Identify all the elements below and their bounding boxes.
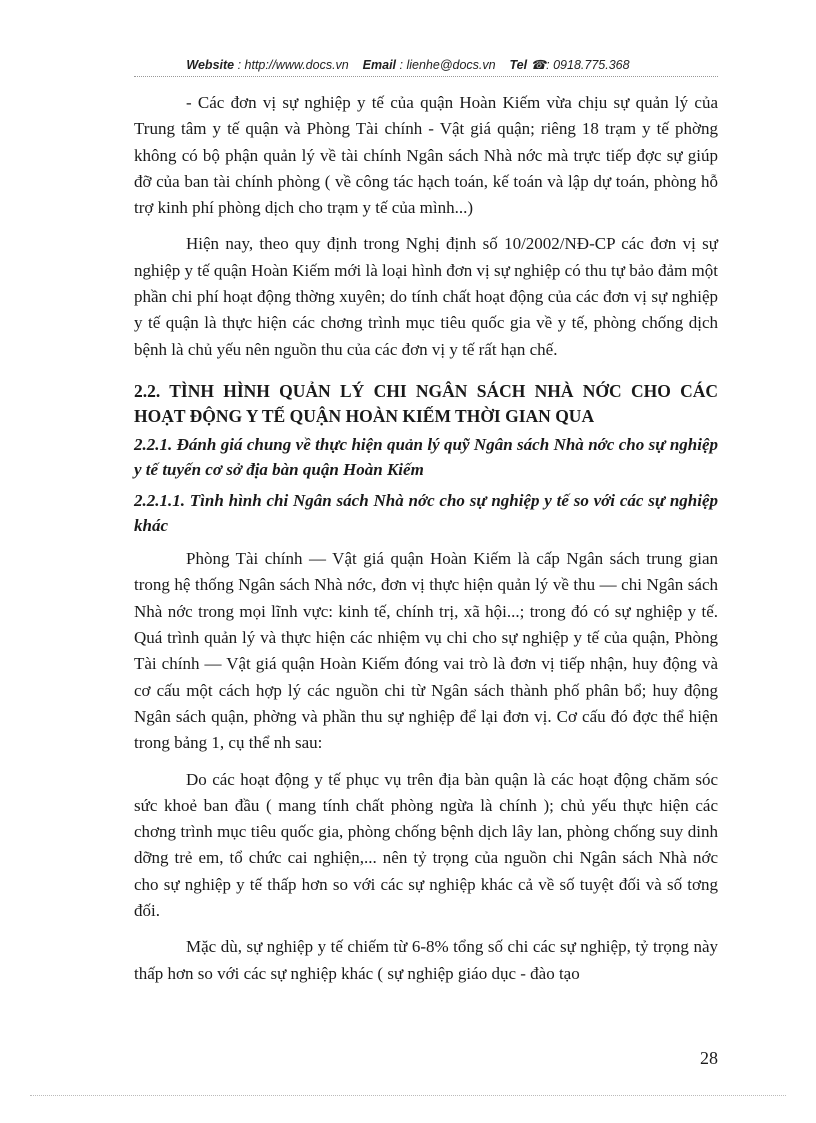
website-label: Website	[186, 58, 235, 72]
paragraph-2: Hiện nay, theo quy định trong Nghị định số 10/2002/NĐ-CP các đơn vị sự nghiệp y tế quận Hoàn Kiếm mới là loại hình đơn vị sự nghiệp có thu tự bảo đảm một phần chi phí hoạt động thờng xuyên; do tính chất hoạt động của các đơn vị sự nghiệp y tế quận là thực hiện các chơng trình mục tiêu quốc gia về y tế, phòng chống dịch bệnh là chủ yếu nên nguồn thu của các đơn vị y tế rất hạn chế.	[134, 234, 718, 359]
section-heading-2-2: 2.2. TÌNH HÌNH QUẢN LÝ CHI NGÂN SÁCH NHÀ NỚC CHO CÁC HOẠT ĐỘNG Y TẾ QUẬN HOÀN KIẾM THỜI GIAN QUA	[134, 380, 718, 426]
header-divider	[134, 76, 718, 77]
subsubsection-heading-2-2-1-1: 2.2.1.1. Tình hình chi Ngân sách Nhà nớc cho sự nghiệp y tế so với các sự nghiệp khác	[134, 491, 718, 536]
email-address: : lienhe@docs.vn	[399, 58, 496, 72]
tel-number: ☎: 0918.775.368	[530, 58, 630, 72]
paragraph-1: - Các đơn vị sự nghiệp y tế của quận Hoàn Kiếm vừa chịu sự quản lý của Trung tâm y tế quận và Phòng Tài chính - Vật giá quận; riêng 18 trạm y tế phờng không có bộ phận quản lý về tài chính Ngân sách Nhà nớc mà trực tiếp đợc sự giúp đỡ của ban tài chính phòng ( về công tác hạch toán, kế toán và lập dự toán, phòng hỗ trợ kinh phí phòng dịch cho trạm y tế của mình...)	[134, 93, 718, 218]
paragraph-4: Do các hoạt động y tế phục vụ trên địa bàn quận là các hoạt động chăm sóc sức khoẻ ban đầu ( mang tính chất phòng ngừa là chính ); chủ yếu thực hiện các chơng trình mục tiêu quốc gia, phòng chống bệnh dịch lây lan, phòng chống suy dinh dỡng trẻ em, tổ chức cai nghiện,... nên tỷ trọng của nguồn chi Ngân sách Nhà nớc cho sự nghiệp y tế thấp hơn so với các sự nghiệp khác cả về số tuyệt đối và số tơng đối.	[134, 769, 718, 921]
subsection-heading-2-2-1: 2.2.1. Đánh giá chung về thực hiện quản lý quỹ Ngân sách Nhà nớc cho sự nghiệp y tế tuyến cơ sở địa bàn quận Hoàn Kiếm	[134, 435, 718, 480]
paragraph-3: Phòng Tài chính — Vật giá quận Hoàn Kiếm là cấp Ngân sách trung gian trong hệ thống Ngân sách Nhà nớc, đơn vị thực hiện quản lý về thu — chi Ngân sách Nhà nớc trong mọi lĩnh vực: kinh tế, chính trị, xã hội...; trong đó có sự nghiệp y tế. Quá trình quản lý và thực hiện các nhiệm vụ chi cho sự nghiệp y tế của quận, Phòng Tài chính — Vật giá quận Hoàn Kiếm đóng vai trò là đơn vị tiếp nhận, huy động và cơ cấu một cách hợp lý các nguồn chi từ Ngân sách thành phố phân bổ; huy động Ngân sách quận, phờng và phần thu sự nghiệp để lại đơn vị. Cơ cấu đó đợc thể hiện trong bảng 1, cụ thể nh sau:	[134, 549, 718, 753]
website-url: : http://www.docs.vn	[237, 58, 349, 72]
page-header	[0, 57, 816, 72]
tel-label: Tel	[509, 58, 528, 72]
paragraph-5: Mặc dù, sự nghiệp y tế chiếm từ 6-8% tổng số chi các sự nghiệp, tỷ trọng này thấp hơn so với các sự nghiệp khác ( sự nghiệp giáo dục - đào tạo	[134, 937, 718, 983]
email-label: Email	[362, 58, 397, 72]
footer-divider	[30, 1095, 786, 1096]
page-number: 28	[700, 1048, 718, 1068]
page-body	[134, 90, 718, 997]
